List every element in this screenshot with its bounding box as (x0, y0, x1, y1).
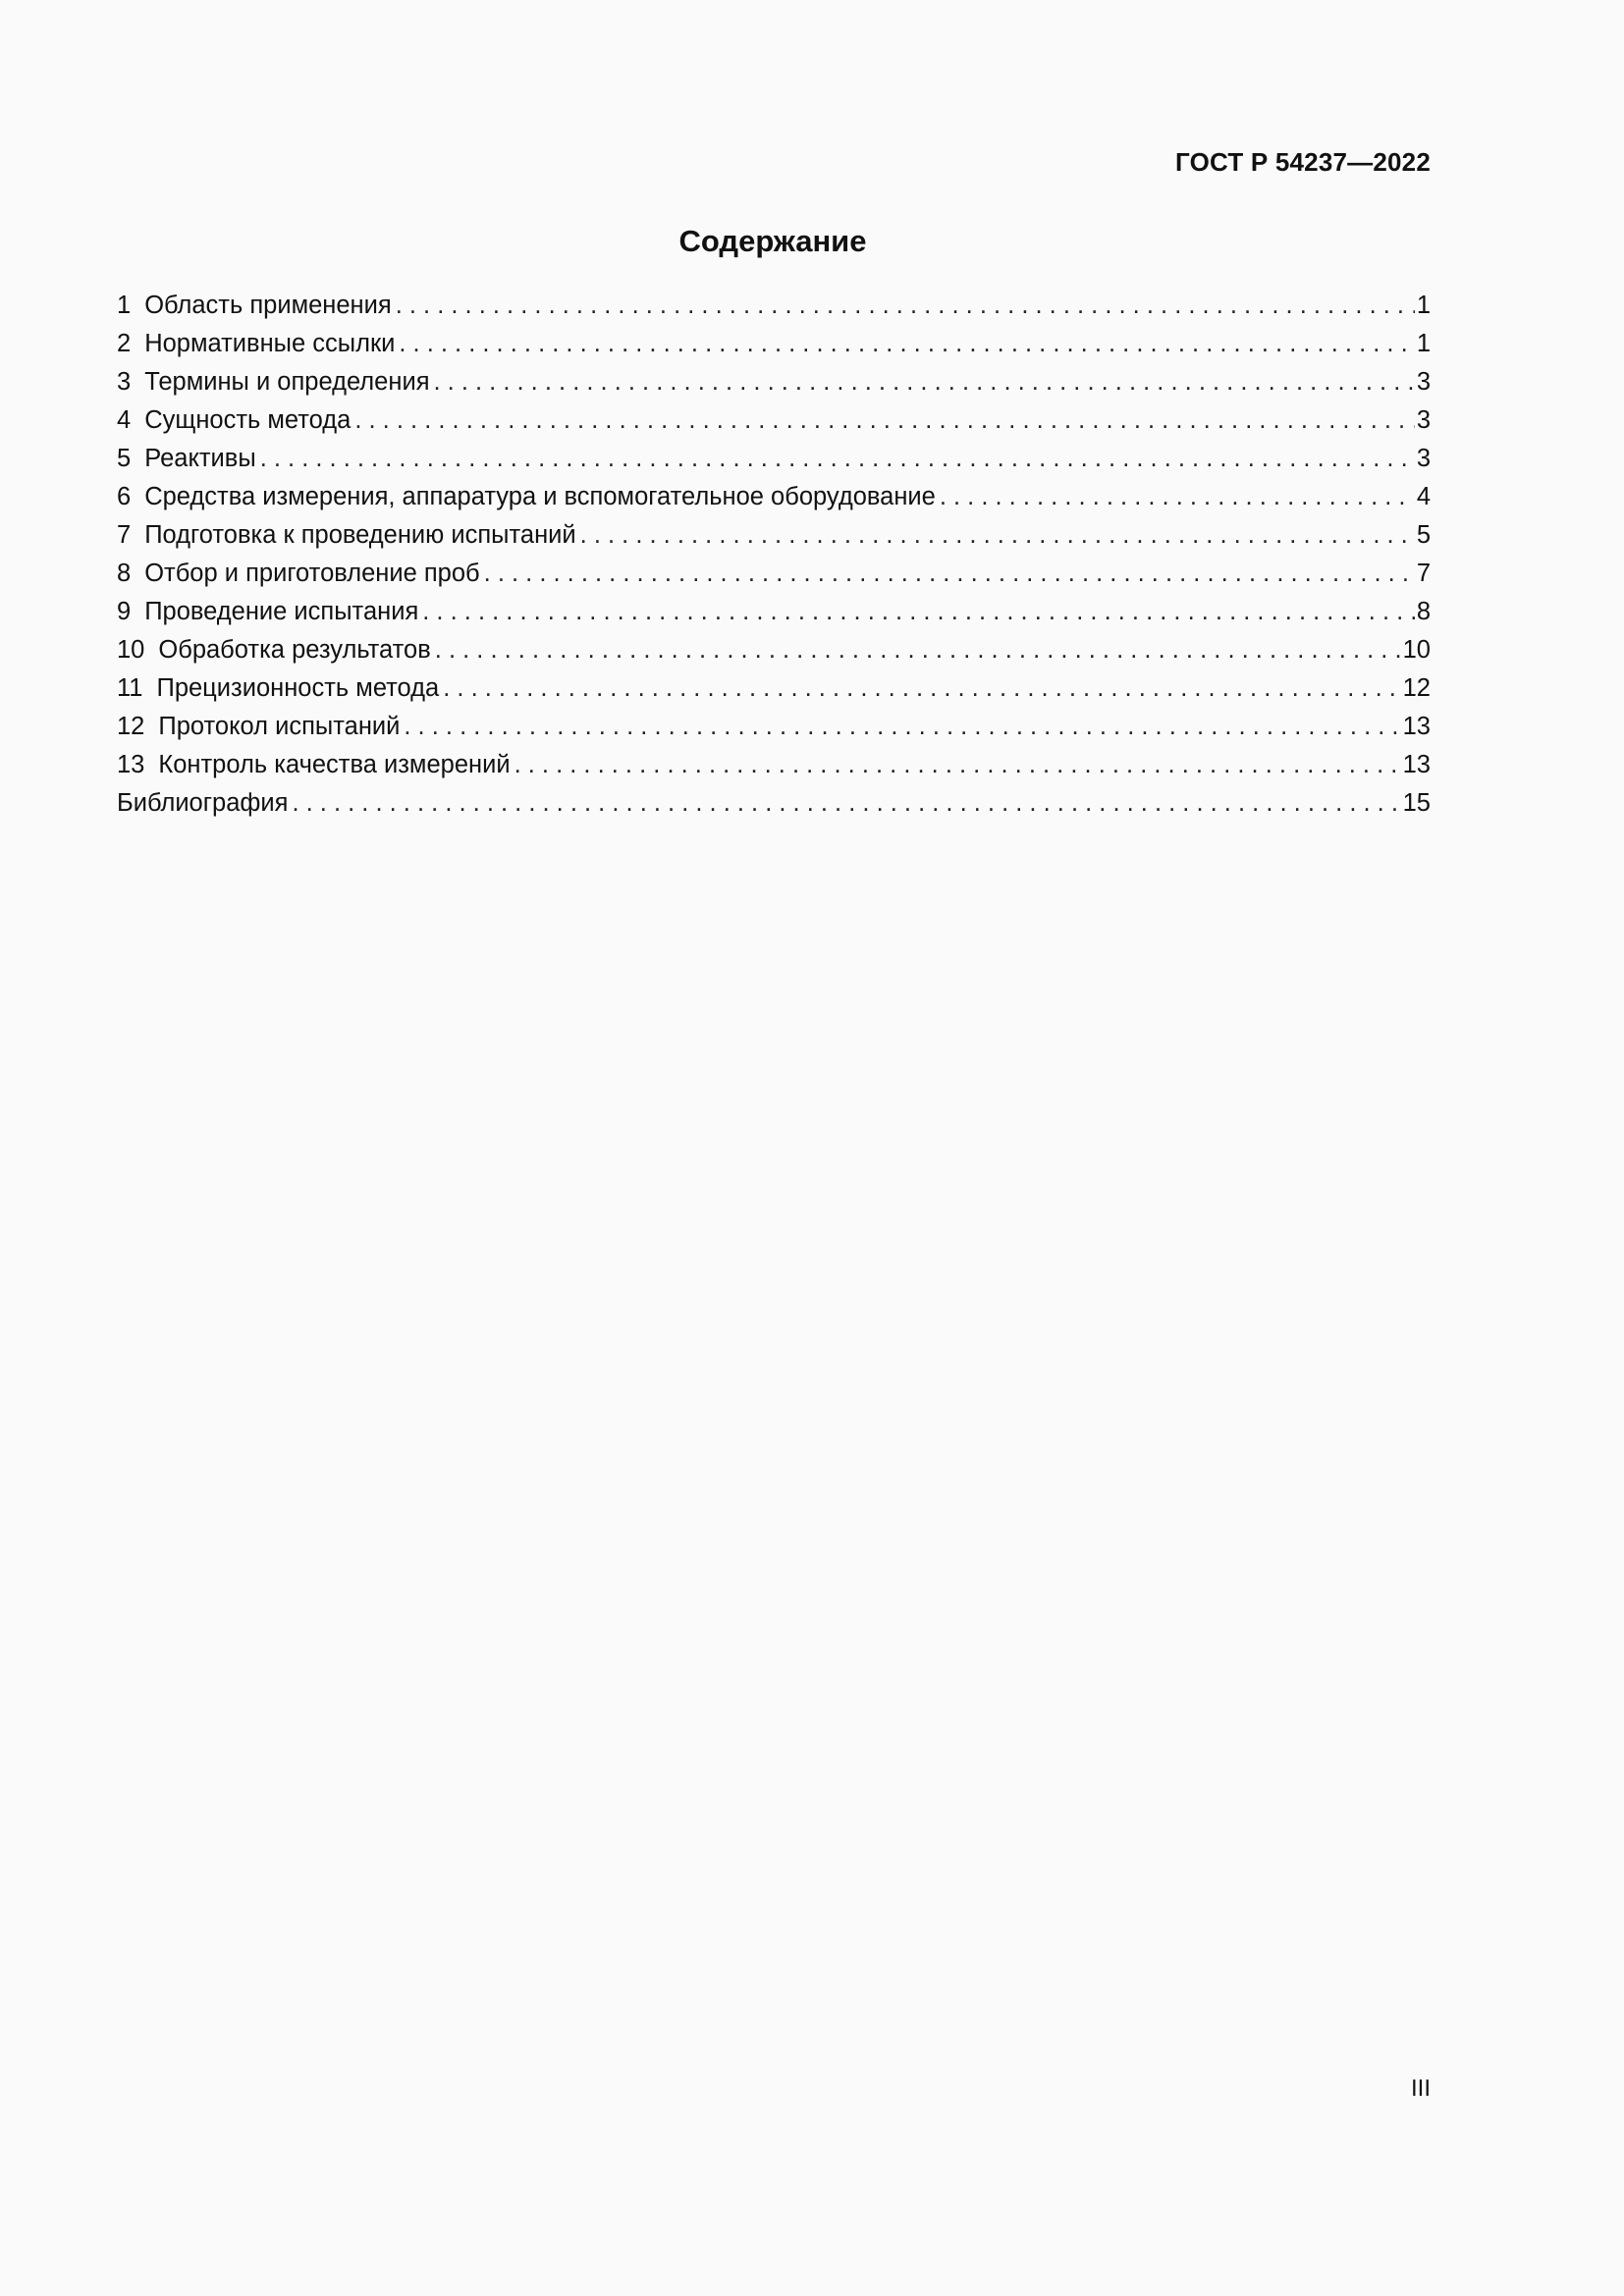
toc-entry-number: 4 (117, 406, 132, 434)
toc-entry-number: 2 (117, 330, 132, 357)
toc-entry-label: Сущность метода (144, 406, 352, 434)
toc-entry[interactable] (117, 287, 1431, 325)
toc-entry-page: 13 (1402, 751, 1431, 778)
toc-entry[interactable] (117, 631, 1431, 669)
toc-entry-bibliography[interactable] (117, 784, 1431, 823)
toc-entry[interactable] (117, 516, 1431, 555)
document-code: ГОСТ Р 54237—2022 (1175, 147, 1431, 177)
toc-entry-label: Протокол испытаний (158, 713, 401, 740)
toc-dot-leader (936, 478, 1415, 516)
toc-entry-page: 1 (1416, 330, 1431, 357)
toc-entry-number: 10 (117, 636, 145, 664)
toc-entry-page: 1 (1416, 292, 1431, 319)
toc-entry[interactable] (117, 363, 1431, 401)
toc-entry-number: 9 (117, 598, 132, 625)
toc-dot-leader (430, 363, 1415, 401)
toc-entry-number: 13 (117, 751, 145, 778)
toc-entry-label: Термины и определения (144, 368, 430, 396)
table-of-contents (117, 287, 1431, 823)
toc-entry-number: 1 (117, 292, 132, 319)
toc-entry[interactable] (117, 440, 1431, 478)
toc-entry[interactable] (117, 593, 1431, 631)
toc-entry[interactable] (117, 325, 1431, 363)
toc-entry-label: Средства измерения, аппаратура и вспомогательное оборудование (144, 483, 936, 510)
toc-entry-page: 10 (1402, 636, 1431, 664)
toc-entry-number: 5 (117, 445, 132, 472)
toc-dot-leader (392, 287, 1415, 325)
toc-dot-leader (418, 593, 1415, 631)
toc-entry-label: Обработка результатов (158, 636, 431, 664)
toc-dot-leader (480, 555, 1415, 593)
toc-entry[interactable] (117, 555, 1431, 593)
toc-entry[interactable] (117, 401, 1431, 440)
toc-dot-leader (400, 708, 1400, 746)
toc-entry[interactable] (117, 478, 1431, 516)
page-number: III (1410, 2075, 1431, 2102)
toc-entry-page: 4 (1416, 483, 1431, 510)
toc-entry[interactable] (117, 708, 1431, 746)
toc-dot-leader (439, 669, 1400, 708)
toc-entry-label: Нормативные ссылки (144, 330, 396, 357)
toc-entry-label: Проведение испытания (144, 598, 419, 625)
toc-entry-number: 12 (117, 713, 145, 740)
toc-entry-number: 6 (117, 483, 132, 510)
toc-title: Содержание (678, 224, 867, 258)
toc-entry-page: 8 (1416, 598, 1431, 625)
toc-dot-leader (576, 516, 1415, 555)
toc-dot-leader (288, 784, 1400, 823)
toc-entry[interactable] (117, 669, 1431, 708)
toc-dot-leader (256, 440, 1415, 478)
toc-dot-leader (431, 631, 1401, 669)
toc-entry-page: 12 (1402, 674, 1431, 702)
toc-entry-page: 3 (1416, 445, 1431, 472)
toc-entry-page: 13 (1402, 713, 1431, 740)
toc-entry-label: Контроль качества измерений (158, 751, 511, 778)
toc-entry-page: 3 (1416, 406, 1431, 434)
toc-entry-label: Отбор и приготовление проб (144, 560, 480, 587)
toc-entry-number: 3 (117, 368, 132, 396)
toc-entry-label: Прецизионность метода (156, 674, 440, 702)
toc-entry-number: 8 (117, 560, 132, 587)
toc-dot-leader (351, 401, 1414, 440)
toc-entry-page: 7 (1416, 560, 1431, 587)
toc-entry-label: Библиография (117, 789, 289, 817)
toc-dot-leader (511, 746, 1401, 784)
toc-entry-label: Область применения (144, 292, 392, 319)
toc-entry[interactable] (117, 746, 1431, 784)
toc-entry-number: 11 (117, 674, 143, 702)
toc-dot-leader (395, 325, 1414, 363)
toc-entry-page: 5 (1416, 521, 1431, 549)
toc-entry-number: 7 (117, 521, 132, 549)
toc-entry-label: Подготовка к проведению испытаний (144, 521, 576, 549)
toc-entry-label: Реактивы (144, 445, 256, 472)
toc-entry-page: 15 (1402, 789, 1431, 817)
toc-entry-page: 3 (1416, 368, 1431, 396)
